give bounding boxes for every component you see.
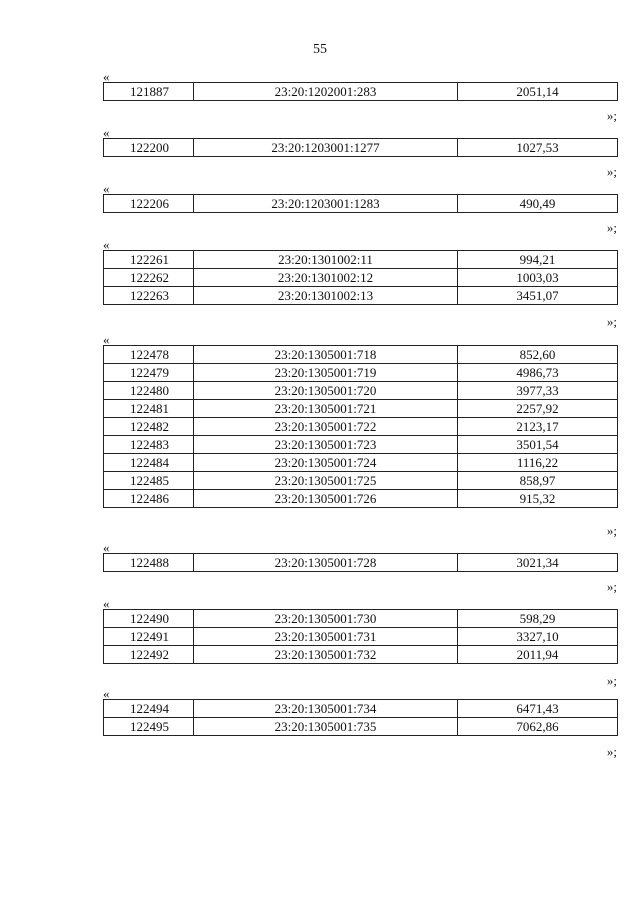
data-table: [103, 345, 618, 508]
table-row: [104, 472, 618, 490]
area-value-cell: 2257,92: [458, 400, 618, 418]
cadastral-number-cell: 23:20:1301002:11: [194, 251, 458, 269]
cadastral-number-cell: 23:20:1305001:731: [194, 628, 458, 646]
opening-quote: «: [103, 332, 110, 347]
record-number-cell: 122490: [104, 610, 194, 628]
data-table: [103, 82, 618, 101]
area-value-cell: 2123,17: [458, 418, 618, 436]
area-value-cell: 1003,03: [458, 269, 618, 287]
closing-quote: »;: [606, 164, 617, 179]
table-row: [104, 251, 618, 269]
record-number-cell: 122480: [104, 382, 194, 400]
area-value-cell: 1027,53: [458, 139, 618, 157]
record-number-cell: 122483: [104, 436, 194, 454]
data-table: [103, 250, 618, 305]
opening-quote: «: [103, 540, 110, 555]
record-number-cell: 122485: [104, 472, 194, 490]
table-row: [104, 382, 618, 400]
record-number-cell: 122494: [104, 700, 194, 718]
area-value-cell: 4986,73: [458, 364, 618, 382]
opening-quote: «: [103, 69, 110, 84]
table-row: [104, 718, 618, 736]
data-table: [103, 699, 618, 736]
table-row: [104, 195, 618, 213]
area-value-cell: 858,97: [458, 472, 618, 490]
area-value-cell: 3327,10: [458, 628, 618, 646]
closing-quote: »;: [606, 220, 617, 235]
record-number-cell: 122479: [104, 364, 194, 382]
table-row: [104, 646, 618, 664]
page-number: 55: [313, 42, 327, 57]
area-value-cell: 3977,33: [458, 382, 618, 400]
table-row: [104, 400, 618, 418]
cadastral-number-cell: 23:20:1305001:735: [194, 718, 458, 736]
record-number-cell: 122263: [104, 287, 194, 305]
area-value-cell: 598,29: [458, 610, 618, 628]
area-value-cell: 2011,94: [458, 646, 618, 664]
cadastral-number-cell: 23:20:1305001:728: [194, 554, 458, 572]
closing-quote: »;: [606, 523, 617, 538]
closing-quote: »;: [606, 744, 617, 759]
table-row: [104, 700, 618, 718]
cadastral-number-cell: 23:20:1203001:1277: [194, 139, 458, 157]
table-row: [104, 287, 618, 305]
table-row: [104, 436, 618, 454]
cadastral-number-cell: 23:20:1301002:13: [194, 287, 458, 305]
area-value-cell: 1116,22: [458, 454, 618, 472]
record-number-cell: 122478: [104, 346, 194, 364]
opening-quote: «: [103, 596, 110, 611]
area-value-cell: 6471,43: [458, 700, 618, 718]
area-value-cell: 7062,86: [458, 718, 618, 736]
record-number-cell: 122492: [104, 646, 194, 664]
table-row: [104, 418, 618, 436]
area-value-cell: 490,49: [458, 195, 618, 213]
cadastral-number-cell: 23:20:1305001:730: [194, 610, 458, 628]
cadastral-number-cell: 23:20:1305001:726: [194, 490, 458, 508]
cadastral-number-cell: 23:20:1305001:720: [194, 382, 458, 400]
data-table: [103, 553, 618, 572]
cadastral-number-cell: 23:20:1301002:12: [194, 269, 458, 287]
cadastral-number-cell: 23:20:1305001:719: [194, 364, 458, 382]
cadastral-number-cell: 23:20:1305001:723: [194, 436, 458, 454]
cadastral-number-cell: 23:20:1203001:1283: [194, 195, 458, 213]
record-number-cell: 122481: [104, 400, 194, 418]
record-number-cell: 122488: [104, 554, 194, 572]
table-row: [104, 364, 618, 382]
opening-quote: «: [103, 181, 110, 196]
record-number-cell: 122200: [104, 139, 194, 157]
area-value-cell: 2051,14: [458, 83, 618, 101]
closing-quote: »;: [606, 579, 617, 594]
record-number-cell: 122484: [104, 454, 194, 472]
record-number-cell: 122486: [104, 490, 194, 508]
record-number-cell: 122482: [104, 418, 194, 436]
cadastral-number-cell: 23:20:1305001:725: [194, 472, 458, 490]
record-number-cell: 121887: [104, 83, 194, 101]
cadastral-number-cell: 23:20:1305001:721: [194, 400, 458, 418]
table-row: [104, 346, 618, 364]
cadastral-number-cell: 23:20:1305001:732: [194, 646, 458, 664]
table-row: [104, 454, 618, 472]
cadastral-number-cell: 23:20:1202001:283: [194, 83, 458, 101]
area-value-cell: 852,60: [458, 346, 618, 364]
closing-quote: »;: [606, 314, 617, 329]
data-table: [103, 194, 618, 213]
cadastral-number-cell: 23:20:1305001:718: [194, 346, 458, 364]
table-row: [104, 490, 618, 508]
table-row: [104, 554, 618, 572]
data-table: [103, 138, 618, 157]
closing-quote: »;: [606, 108, 617, 123]
record-number-cell: 122262: [104, 269, 194, 287]
closing-quote: »;: [606, 673, 617, 688]
area-value-cell: 3021,34: [458, 554, 618, 572]
data-table: [103, 609, 618, 664]
table-row: [104, 610, 618, 628]
cadastral-number-cell: 23:20:1305001:734: [194, 700, 458, 718]
table-row: [104, 83, 618, 101]
record-number-cell: 122491: [104, 628, 194, 646]
record-number-cell: 122261: [104, 251, 194, 269]
area-value-cell: 994,21: [458, 251, 618, 269]
table-row: [104, 628, 618, 646]
area-value-cell: 3501,54: [458, 436, 618, 454]
area-value-cell: 915,32: [458, 490, 618, 508]
cadastral-number-cell: 23:20:1305001:724: [194, 454, 458, 472]
opening-quote: «: [103, 237, 110, 252]
opening-quote: «: [103, 686, 110, 701]
opening-quote: «: [103, 125, 110, 140]
area-value-cell: 3451,07: [458, 287, 618, 305]
table-row: [104, 269, 618, 287]
table-row: [104, 139, 618, 157]
record-number-cell: 122495: [104, 718, 194, 736]
cadastral-number-cell: 23:20:1305001:722: [194, 418, 458, 436]
record-number-cell: 122206: [104, 195, 194, 213]
